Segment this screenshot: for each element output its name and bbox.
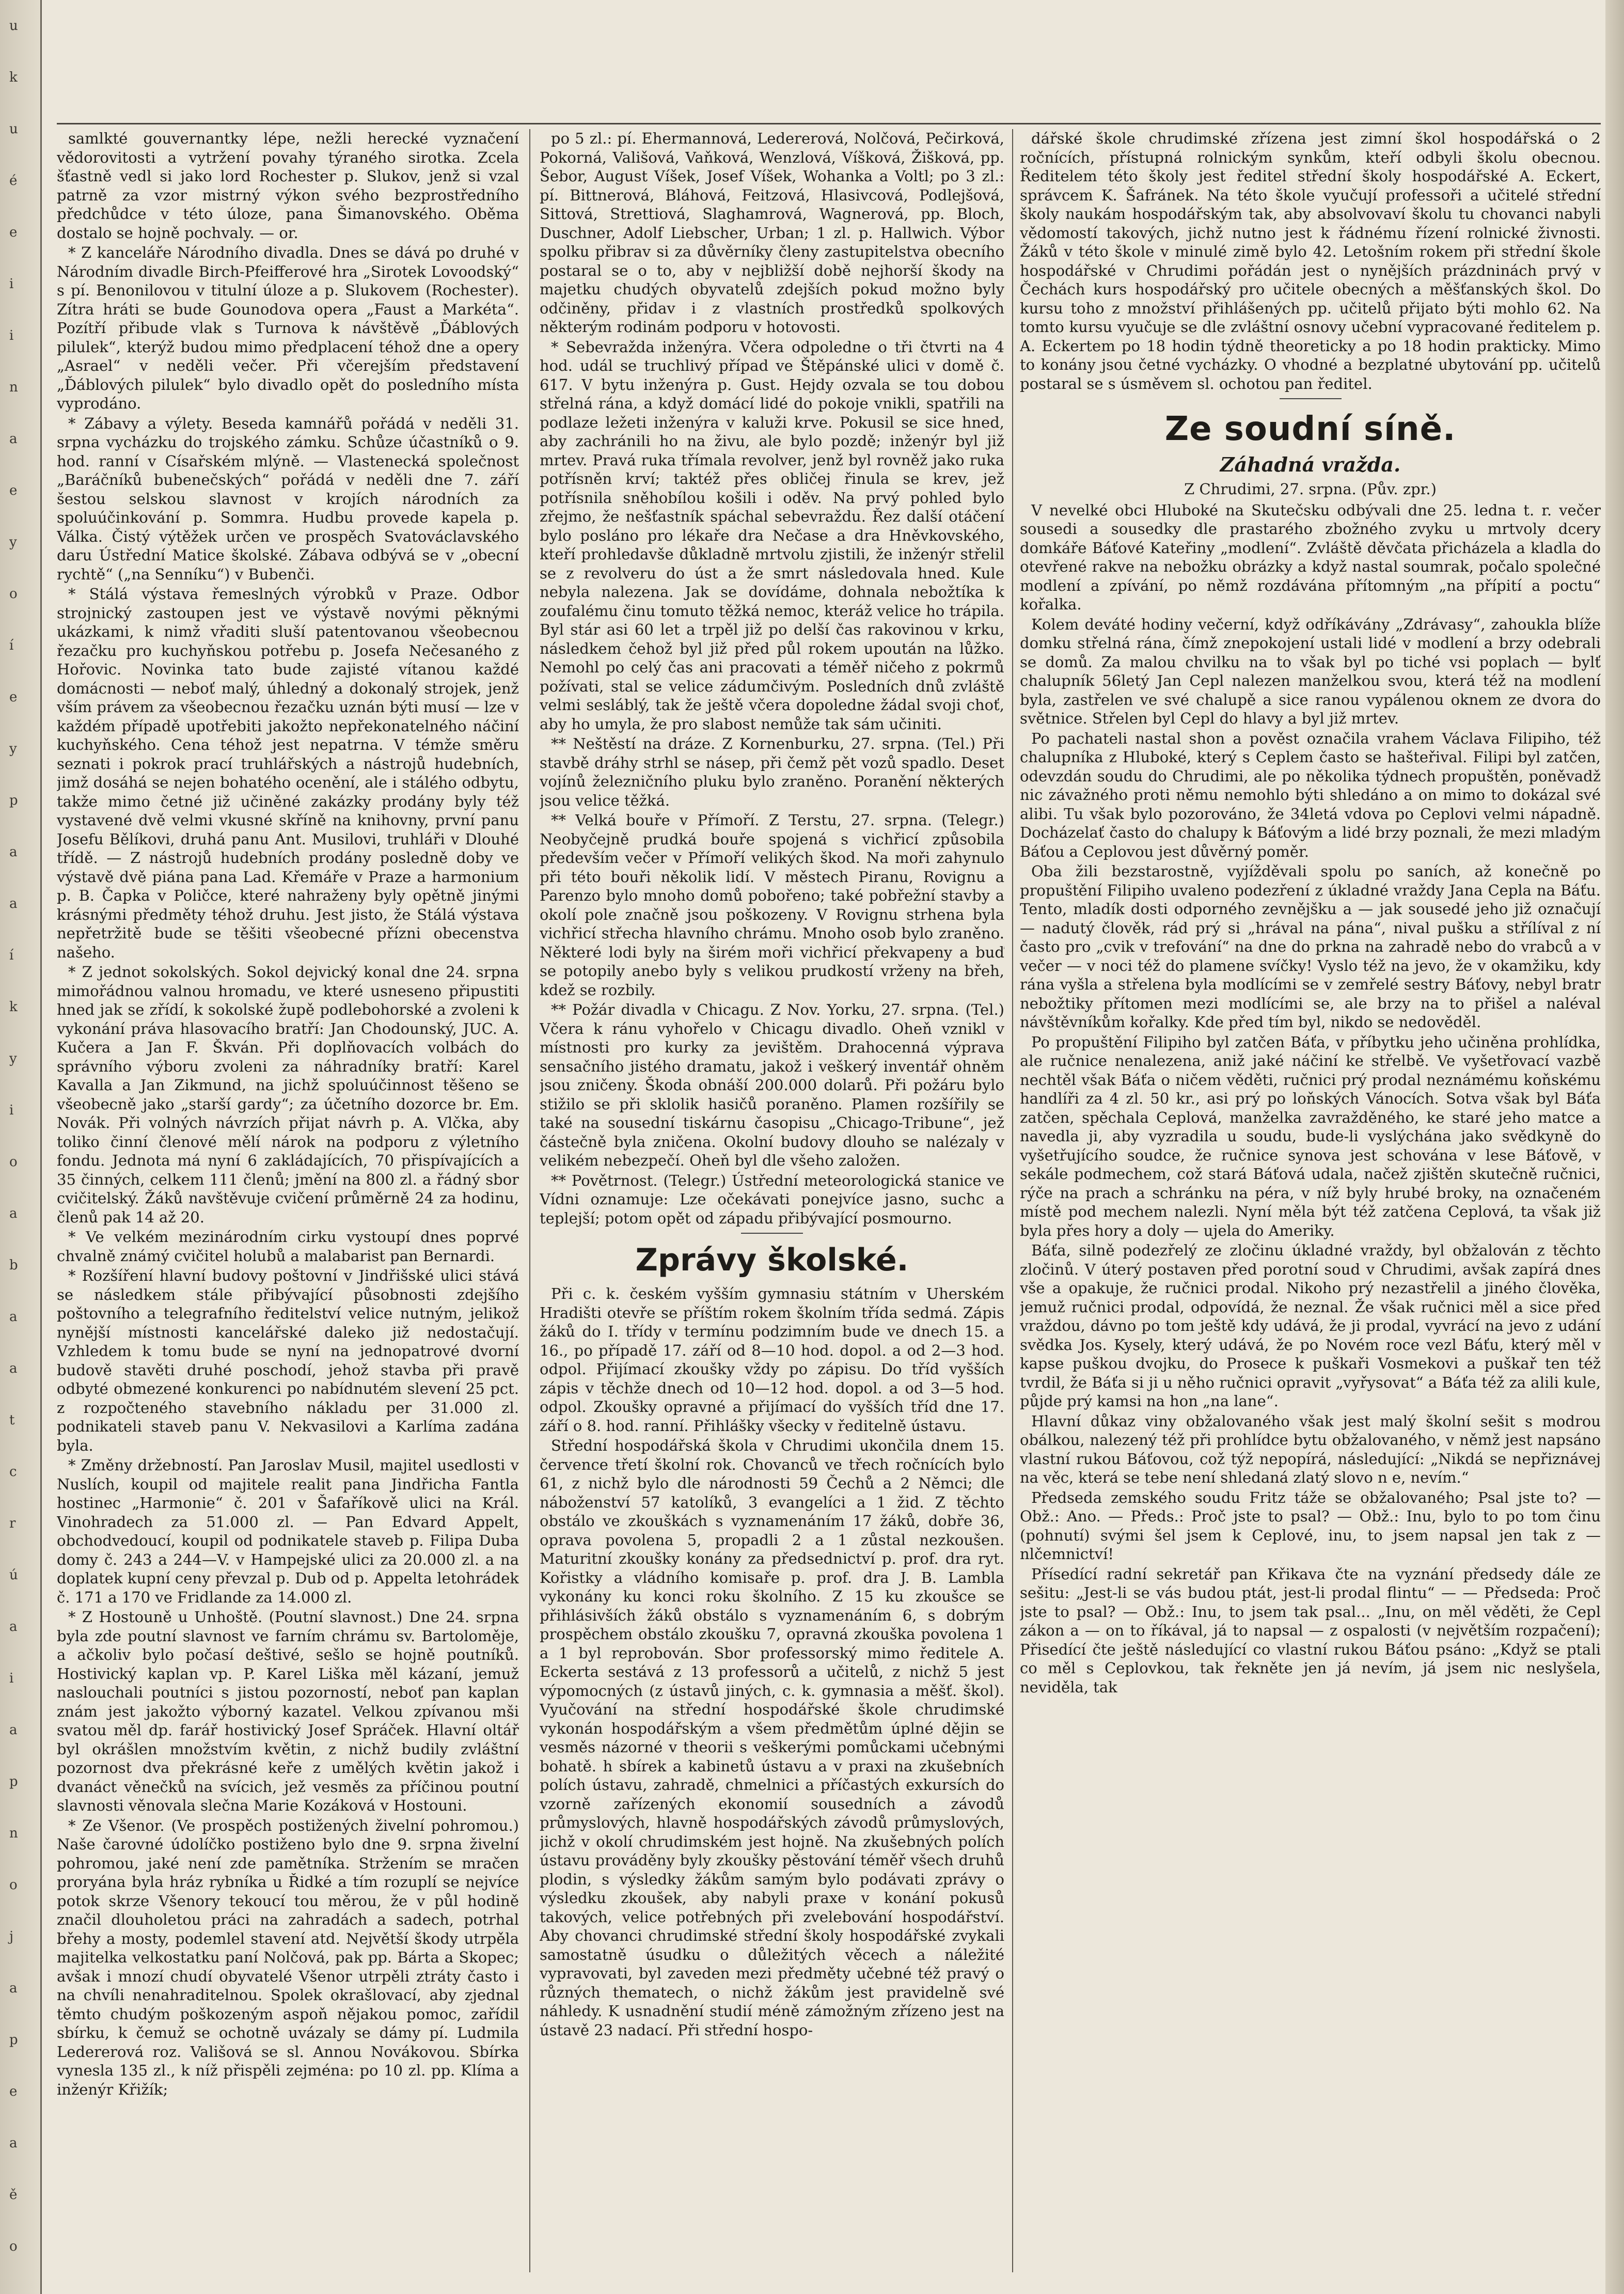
section-divider — [1280, 398, 1342, 399]
article-dateline: Z Chrudimi, 27. srpna. (Pův. zpr.) — [1184, 480, 1437, 498]
margin-letter: e — [9, 2084, 18, 2099]
paragraph: Při c. k. českém vyšším gymnasiu státním v Uherském Hradišti otevře se příštím rokem školním třída sedmá. Zápis žáků do I. třídy v termínu podzimním bude ve dnech 15. a 16., po případě 17. září od 8—10 hod. dopol. a od 2—3 hod. odpol. Přijímací zkoušky vždy po zápisu. Do tříd vyšších zápis v těchže dnech od 10—12 hod. dopol. a od 3—5 hod. odpol. Zkoušky opravné a přijímací do vyšších tříd dne 17. září o 8. hod. ranní. Přihlášky všecky v ředitelně ústavu. — [540, 1285, 1004, 1435]
paragraph: V nevelké obci Hluboké na Skutečsku odbývali dne 25. ledna t. r. večer sousedi a sousedky dle prastarého zbožného zvyku u mrtvoly dcery domkáře Báťové Kateřiny „modlení“. Zvláště děvčata přicházela a kladla do otevřené rakve na nebožku obrázky a když nastal soumrak, počalo společné modlení a zpívání, po němž rozdávána přítomným „na přípití a poctu“ kořalka. — [1020, 501, 1601, 613]
margin-letter: í — [9, 948, 14, 963]
paragraph: Přísedící radní sekretář pan Křikava čte na vyznání předsedy dále ze sešitu: „Jest-li se vás budou ptát, jest-li prodal flintu“ — — Předseda: Proč jste to psal? — Obž.: Inu, to jsem tak psal... „Inu, on měl věděti, že Cepl zákon a — on to říkával, já to napsal — z ospalosti (v největším rozpačení); Přisedící čte ještě následující co vlastní rukou Báťou psáno: „Když se ptali co měl s Ceplovkou, tak řekněte jen já nevím, já jsem nic neslyšela, neviděla, tak — [1020, 1565, 1601, 1696]
margin-letter: p — [9, 793, 18, 808]
margin-letter: r — [9, 1516, 16, 1531]
paragraph: * Z jednot sokolských. Sokol dejvický konal dne 24. srpna mimořádnou valnou hromadu, ve které usneseno připustiti hned jak se zřídí, k sokolské župě podlebohorské a zvoleni k vykonání práva hlasovacího bratří: Jan Chodounský, JUC. A. Kučera a Jan F. Škván. Při doplňovacích volbách do správního výboru zvoleni za náhradníky bratří: Karel Kavalla a Jan Zikmund, na jichž spoluúčinnost těšeno se všeobecně jako „starší gardy“; za účetního dozorce br. Em. Novák. Při volných návrzích přijat návrh p. A. Vlčka, aby toliko činní členové mělí nárok na podporu z výletního fondu. Jednota má nyní 6 zakládajících, 70 přispívajících a 35 činných, celkem 111 členů; jmění na 800 zl. a řádný sbor cvičitelský. Žáků navštěvuje cvičení průměrně 24 za hodinu, členů pak 14 až 20. — [57, 963, 519, 1226]
column-rule — [1012, 129, 1013, 2272]
margin-letter: u — [9, 121, 18, 137]
margin-letter: e — [9, 483, 18, 498]
margin-letter: y — [9, 741, 17, 757]
margin-letter: a — [9, 2135, 18, 2151]
margin-letter: k — [9, 999, 18, 1015]
margin-letter: y — [9, 1051, 17, 1066]
paragraph: * Rozšíření hlavní budovy poštovní v Jindřišské ulici stává se následkem stále přibývající působnosti zdejšího poštovního a telegrafního ředitelství velice nutným, jelikož nynější místnosti kancelářské daleko již nedostačují. Vzhledem k tomu bude se nyní na jednopatrové dvorní budově stavěti druhé poschodí, jehož stavba při pravě odbyté obmezené konkurenci po nabídnutém slevení 25 pct. z rozpočteného stavebního nákladu per 31.000 zl. podnikateli staveb panu V. Nekvasilovi a Karlíma zadána byla. — [57, 1267, 519, 1454]
paragraph: Střední hospodářská škola v Chrudimi ukončila dnem 15. července třetí školní rok. Chovanců ve třech ročnících bylo 61, z nichž bylo dle národnosti 59 Čechů a 2 Němci; dle náboženství 57 katolíků, 3 evangelíci a 1 žid. Z těchto obstálo ve zkouškách s vyznamenáním 17 žáků, dobře 36, oprava povolena 5, propadli 2 a 1 zůstal nezkoušen. Maturitní zkoušky konány za předsednictví p. prof. dra ryt. Kořistky a vládního komisaře p. prof. dra J. B. Lambla vykonány ku konci roku školního. Z 15 ku zkoušce se přihlásivších žáků obstálo s vyznamenáním 6, s dobrým prospěchem obstálo zkoušku 7, opravná zkouška povolena 1 a 1 byl reprobován. Sbor professorský mimo ředitele A. Eckerta sestává z 13 professorů a učitelů, z nichž 5 jest výpomocných (z ústavů jiných, c. k. gymnasia a měšť. škol). Vyučování na střední hospodářské škole chrudimské vykonán hospodářským a všem předmětům úplné dějin se vesměs názorné v theorii s veškerými pomůckami učebnými bohatě. h sbírek a kabinetů ústavu a v praxi na zkušebních polích ústavu, zahradě, chmelnici a příčastých exkursích do vzorně zařízených ekonomií sousedních a závodů průmyslových, hlavně hospodářských závodů průmyslových, jichž v okolí chrudimském jest hojně. Na zkušebných polích ústavu prováděny byly zkoušky pěstování téměř všech druhů plodin, s výsledky žákům samým bylo podávati zprávy o výsledku zkoušek, aby nabyli praxe v konání pokusů takových, velice potřebných při zvelebování hospodářství. Aby chovanci chrudimské střední školy hospodářské zvykali samostatně úsudku o důležitých věcech a náležité vypravovati, byl zaveden mezi předměty učebné též pravý o různých thematech, o nichž žákům jest pravidelně své náhledy. K usnadnění studií méně zámožným zřízeno jest na ústavě 23 nadací. Při střední hospo- — [540, 1437, 1004, 2039]
paragraph: po 5 zl.: pí. Ehermannová, Ledererová, Nolčová, Pečirková, Pokorná, Vališová, Vaňková, Wenzlová, Víšková, Žišková, pp. Šebor, August Víšek, Josef Víšek, Wohanka a Voltl; po 3 zl.: pí. Bittnerová, Bláhová, Feitzová, Hlasivcová, Podlejšová, Sittová, Strettiová, Slaghamrová, Wagnerová, pp. Bloch, Duschner, Adolf Liebscher, Urban; 1 zl. p. Hallwich. Výbor spolku přibrav si za důvěrníky členy zastupitelstva obecního postaral se o to, aby v nejbližší době nejhorší škody na majetku chudých obyvatelů zdejších pokud možno byly odčiněny, přidav i z vlastních prostředků spolkových některým rodinám podporu v hotovosti. — [540, 130, 1004, 336]
paragraph: Báťa, silně podezřelý ze zločinu úkladné vraždy, byl obžalován z těchto zločinů. V úterý postaven před porotní soud v Chrudimi, avšak zapírá dnes vše a opakuje, že ručnici prodal. Nikoho prý nezastřelil a jiného člověka, jemuž ručnici prodal, odpovídá, že neznal. Že však ručnici měl a sice před vraždou, dávno po tom ještě kdy udává, že ji prodal, vyvrácí na jevo z udání svědka Jos. Kysely, který udává, že po Novém roce vezl Báťu, který měl v kapse puškou dvojku, do Prosece k puškaři Vosmekovi a puškař ten též tvrdil, že Báťa si ji u něho ručnici opravit „vyřysovat“ a Báťa též za alili kule, půjde prý kamsi na hon „na lane“. — [1020, 1242, 1601, 1410]
margin-letter: a — [9, 896, 18, 912]
margin-letter: e — [9, 689, 18, 705]
margin-letter: í — [9, 638, 14, 653]
paragraph: ** Neštěstí na dráze. Z Kornenburku, 27. srpna. (Tel.) Při stavbě dráhy strhl se násep, při čemž pět vozů spadlo. Deset vojínů železničního pluku bylo zraněno. Poranění některých jsou velice těžká. — [540, 735, 1004, 809]
paragraph: * Z Hostouně u Unhoště. (Poutní slavnost.) Dne 24. srpna byla zde poutní slavnost ve farním chrámu sv. Bartoloměje, a ačkoliv bylo počasí deštivé, sešlo se hojně poutníků. Hostivický kaplan vp. P. Karel Liška měl kázaní, jemuž naslouchali poutníci s jistou pozorností, neboť pan kaplan znám jest jakožto výborný kazatel. Velkou zpívanou mši svatou měl dp. farář hostivický Josef Spráček. Hlavní oltář byl okrášlen množstvím květin, z nichž budily zvláštní pozornost dva překrásné keře z umělých květin jakož i dvanáct věnečků na svícich, jež vesměs za příčinou poutní slavnosti věnovala slečna Marie Kozáková v Hostouni. — [57, 1608, 519, 1814]
margin-letter: u — [9, 18, 18, 34]
margin-letter: a — [9, 431, 18, 447]
paragraph: * Ze Všenor. (Ve prospěch postižených živelní pohromou.) Naše čarovné údolíčko postiženo bylo dne 9. srpna živelní pohromou, jaké není zde pamětníka. Stržením se mračen proryána byla hráz rybníka u Řidké a tím rozuplí se nejvíce potok skrze Všenory tekoucí tou měrou, že v půl hodině značil dlouholetou práci na zahradách a sadech, potrhal břehy a mosty, podemlel stavení atd. Největší škody utrpěla majitelka velkostatku paní Nolčová, pak pp. Bárta a Skopec; avšak i mnozí chudí obyvatelé Všenor utrpěli ztráty často i na chvíli nenahraditelnou. Spolek okrašlovací, aby zjednal těmto chudým poškozeným aspoň nějakou pomoc, zařídil sbírku, k čemuž se ochotně uvázaly se dámy pí. Ludmila Ledererová roz. Vališová se sl. Annou Novákovou. Sbírka vynesla 135 zl., k níž přispěli zejména: po 10 zl. pp. Klíma a inženýr Křižík; — [57, 1816, 519, 2098]
paragraph: Kolem deváté hodiny večerní, když odříkávány „Zdrávasy“, zahoukla blíže domku střelná rána, čímž znepokojení ustali lidé v modlení a brzy odebrali se domů. Za malou chvilku na to však byl po tiché vsi poplach — bylť chalupník 56letý Jan Cepl nalezen manželkou svou, která též na modlení byla, zastřelen ve své chalupě a sice ranou vypálenou oknem ze dvora do světnice. Střelen byl Cepl do hlavy a byl již mrtev. — [1020, 615, 1601, 727]
paragraph: ** Povětrnost. (Telegr.) Ústřední meteorologická stanice ve Vídni oznamuje: Lze očekávati ponejvíce jasno, suchc a teplejší; potom opět od západu přibývající posmourno. — [540, 1171, 1004, 1227]
margin-letter: e — [9, 225, 18, 240]
column-3 — [1020, 129, 1601, 2272]
paragraph: * Ve velkém mezinárodním cirku vystoupí dnes poprvé chvalně známý cvičitel holubů a malabarist pan Bernardi. — [57, 1228, 519, 1265]
margin-letter: k — [9, 70, 18, 85]
margin-letter: o — [9, 1877, 18, 1893]
margin-letter: n — [9, 380, 18, 395]
top-rule — [57, 123, 1601, 124]
margin-letter: a — [9, 1361, 18, 1376]
paragraph: ** Požár divadla v Chicagu. Z Nov. Yorku, 27. srpna. (Tel.) Včera k ránu vyhořelo v Chicagu divadlo. Oheň vznikl v místnosti pro kurky za jevištěm. Drahocenná výprava sensačního jistého dramatu, jakož i veškerý inventář ohněm jsou zničeny. Škoda obnáší 200.000 dolarů. Při požáru bylo stižilo se při sklolik hasičů poraněno. Plamen rozšířily se také na sousední tiskárnu časopisu „Chicago-Tribune“, jež částečně byla zničena. Okolní budovy dlouho se nalézaly v velikém nebezpečí. Oheň byl dle všeho založen. — [540, 1001, 1004, 1169]
margin-letter: ě — [9, 2187, 18, 2203]
margin-letter: y — [9, 535, 17, 550]
margin-letter: i — [9, 1103, 14, 1118]
paragraph: dářské škole chrudimské zřízena jest zimní škol hospodářská o 2 ročnících, přístupná rolnickým synkům, kteří odbyli školu obecnou. Ředitelem této školy jest ředitel střední školy hospodářské A. Eckert, správcem K. Šafránek. Na této škole vyučují professoři a učitelé střední školy naukám hospodářským tak, aby absolvovaví školu tu chovanci nabyli vědomostí takových, jichž nutno jest k řádnému řízení rolnické živnosti. Žáků v této škole v minulé zimě bylo 42. Letošním rokem při střední škole hospodářské v Chrudimi pořádán jest o nynějších prázdninách prvý v Čechách kurs hospodářský pro učitele obecných a měšťanských škol. Do kursu toho z množství přihlášených pp. učitelů přijato býti mohlo 62. Na tomto kursu vyučuje se dle zvláštní osnovy učební vypracované ředitelem p. A. Eckertem po 18 hodin týdně theoreticky a po 18 hodin prakticky. Mimo to konány jsou četné vycházky. O vhodné a bezplatné ubytování pp. učitelů postaral se s úsměvem sl. ochotou pan ředitel. — [1020, 130, 1601, 392]
margin-letter: a — [9, 1309, 18, 1325]
margin-letter: b — [9, 1258, 18, 1273]
margin-letter: i — [9, 328, 14, 343]
right-page-edge — [1605, 0, 1624, 2294]
paragraph: ** Velká bouře v Přímoří. Z Terstu, 27. srpna. (Telegr.) Neobyčejně prudká bouře spojená s vichřicí způsobila především večer v Přímoří velikých škod. Na moři zahynulo při této bouři několik lidí. V městech Piranu, Rovignu a Parenzo bylo mnoho domů pobořeno; také pobřežní stavby a okolí pole značně jsou poškozeny. V Rovignu strhena byla vichřicí střecha hlavního chrámu. Mnoho osob bylo zraněno. Některé lodi byly na širém moři vichřicí překvapeny a buď se potopily anebo byly s velikou prudkostí vrženy na břeh, kdež se rozbily. — [540, 811, 1004, 999]
paragraph: * Změny držebností. Pan Jaroslav Musil, majitel usedlosti v Nuslích, koupil od majitele realit pana Jindřicha Fantla hostinec „Harmonie“ č. 201 v Šafaříkově ulici na Král. Vinohradech za 51.000 zl. — Pan Edvard Appelt, obchodvedoucí, koupil od podnikatele staveb p. Filipa Duba domy č. 243 a 244—V. v Hampejské ulici za 20.000 zl. a na doplatek kupní ceny převzal p. Dub od p. Appelta letohrádek č. 171 a 170 ve Fridlande za 14.000 zl. — [57, 1456, 519, 1606]
paragraph: * Z kanceláře Národního divadla. Dnes se dává po druhé v Národním divadle Birch-Pfeifferové hra „Sirotek Lovoodský“ s pí. Benonilovou v titulní úloze a p. Slukovem (Rochester). Zítra hráti se bude Gounodova opera „Faust a Markéta“. Pozítří přibude vlak s Turnova k návštěvě „Ďáblových pilulek“, kterýž budou mimo předplacení téhož dne a opery „Asrael“ v neděli večer. Při včerejším představení „Ďáblových pilulek“ bylo divadlo opět do posledního místa vyprodáno. — [57, 244, 519, 412]
margin-letter: é — [9, 173, 18, 188]
margin-letter: o — [9, 2239, 18, 2254]
margin-letter: p — [9, 1774, 18, 1789]
article-subheading: Záhadná vražda. — [1220, 453, 1401, 476]
column-1 — [57, 129, 519, 2272]
margin-letter: i — [9, 1671, 14, 1686]
section-heading-school-news: Zprávy školské. — [635, 1242, 909, 1278]
section-divider — [741, 1233, 803, 1234]
left-margin-strip — [0, 0, 42, 2294]
paragraph: * Stálá výstava řemeslných výrobků v Praze. Odbor strojnický zastoupen jest ve výstavě novými pěknými ukázkami, k nimž vřaditi sluší patentovanou všeobecnou řezačku pro kuchyňskou potřebu p. Josefa Nečesaného z Hořovic. Novinka tato bude zajisté vítanou každé domácnosti — neboť malý, úhledný a dokonalý strojek, jenž vším právem za všeobecnou řezačku uznán býti musí — lze v každém případě upotřebiti jakožto nepřekonatelného náčiní kuchyňského. Cena téhož jest nepatrna. V témže směru seznati i pokrok prací truhlářských a nástrojů hudebních, jimž dosáhá se nejen bohatého ocenění, ale i stálého odbytu, takže mimo četné již učiněné zakázky prodány byly též vystavené dvě velmi vkusné skříně na knihovny, první panu Josefu Bělíkovi, druhá panu Ant. Musilovi, truhláři v Dlouhé třídě. — Z nástrojů hudebních prodány posledně doby ve výstavě dvě piána pana Lad. Křemáře v Praze a harmonium p. B. Čapka v Poličce, které nahraženy byly opětně jinými krásnými předměty téhož druhu. Jest jisto, že Stálá výstava nepřetržitě bude se těšiti všeobecné přízni obecenstva našeho. — [57, 585, 519, 961]
margin-letter: i — [9, 276, 14, 292]
paragraph: Hlavní důkaz viny obžalovaného však jest malý školní sešit s modrou obálkou, nalezený též při prohlídce bytu obžalovaného, v němž jest napsáno vlastní rukou Báťovou, což týž nepopírá, následující: „Nikdá se nepřiznávej na věc, která se tebe není shledaná zlatý slovo n e, nevím.“ — [1020, 1412, 1601, 1486]
paragraph: Po propuštění Filipiho byl zatčen Báťa, v příbytku jeho učiněna prohlídka, ale ručnice nenalezena, aniž jaké náčiní ke střelbě. Ve vyšetřovací vazbě nechtěl však Báťa o ničem věděti, ručnici prý prodal neznámému koňskému handlíři za 4 zl. 50 kr., asi prý po loňských Vánocích. Sotva však byl Báťa zatčen, spěchala Ceplová, manželka zavražděného, ke staré jeho matce a navedla ji, aby vyzradila u soudu, bude-li vyslýchána jako svědkyně do vyšetřujícího soudce, že ručnice synova jest schována v lese Báťově, v sekále podmechem, což stará Báťová udala, načež zjištěn skutečně ručnici, rýče na prach a schránku na péra, v níž byly hrubé broky, na označeném místě pod mechem nalezli. Nyní měla být též zatčena Ceplová, ta však již byla přes hory a doly — ujela do Ameriky. — [1020, 1033, 1601, 1239]
column-rule — [529, 129, 530, 2272]
margin-letter: o — [9, 1154, 18, 1170]
margin-letter: o — [9, 586, 18, 602]
margin-letter: a — [9, 1981, 18, 1996]
paragraph: Oba žili bezstarostně, vyjížděvali spolu po saních, až konečně po propuštění Filipiho uvaleno podezření z úkladné vraždy Jana Cepla na Báťu. Tento, mladík dosti odporného zevnějšku a — jak sousedé jeho již označují — nadutý člověk, rád prý si „hrával na pána“, nival pušku a střílíval z ní často pro „cvik v trefování“ na dne do prkna na zahradě nebo do vrabců a v večer — v noci též do plamene svíčky! Vyslo též na jevo, že v okamžiku, kdy rána vyšla a střelena byla modlícími se v zemřelé sestry Báťovy, nebyl bratr nebožtiky přítomen mezi modlícími se, ale brzy na to přišel a naléval návštěvníkům kořalky. Kde před tím byl, nikdo se nedověděl. — [1020, 862, 1601, 1031]
section-heading-court: Ze soudní síně. — [1164, 410, 1456, 448]
margin-letter: c — [9, 1464, 17, 1480]
margin-letter: j — [9, 1929, 14, 1944]
column-2 — [540, 129, 1004, 2272]
margin-letter: a — [9, 844, 18, 860]
margin-letter: a — [9, 1619, 18, 1635]
margin-letter: ú — [9, 1567, 18, 1583]
paragraph: samlkté gouvernantky lépe, nežli herecké vyznačení vědorovitosti a vytržení povahy týraného sirotka. Zcela šťastně vedl si jako lord Rochester p. Slukov, jenž si vzal patrně za vzor mistrný výkon svého bezprostředního předchůdce v této úloze, pana Šimanovského. Oběma dostalo se hojně pochvaly. — or. — [57, 130, 519, 242]
margin-letter: t — [9, 1412, 15, 1428]
paragraph: Po pachateli nastal shon a pověst označila vrahem Václava Filipiho, též chalupníka z Hluboké, který s Ceplem často se hašteřival. Filipi byl zatčen, odevzdán soudu do Chrudimi, ale po několika týdnech propuštěn, poněvadž nic závažného proti němu nemohlo býti shledáno a on mimo to dokázal své alibi. Tu však bylo pozorováno, že 34letá vdova po Ceplovi velmi nápadně. Docházelať často do chalupy k Báťovým a lidé brzy poznali, že mezi mladým Báťou a Ceplovou jest důvěrný poměr. — [1020, 729, 1601, 860]
paragraph: * Sebevražda inženýra. Včera odpoledne o tři čtvrti na 4 hod. udál se truchlivý případ ve Štěpánské ulici v domě č. 617. V bytu inženýra p. Gust. Hejdy ozvala se tou dobou střelná rána, a když domácí lidé do pokoje vnikli, spatřili na podlaze ležeti inženýra v kaluži krve. Pokusil se sice hned, aby zachránili ho na živu, ale bylo pozdě; inženýr byl již mrtev. Pravá ruka třímala revolver, jenž byl rovněž jako ruka potřísněn krví; taktéž přes obličej řinula se krev, jež potřísnila sněhobílou košili i oděv. Na prvý pohled bylo zřejmo, že nešťastník spáchal sebevraždu. Řez další otáčení bylo posláno pro lékaře dra Nečase a dra Hněvkovského, kteří prohledavše důkladně mrtvolu zjistili, že inženýr střelil se z revolveru do úst a že smrt následovala hned. Kule nebyla nalezena. Jak se dovídáme, dohnala nebožtíka k zoufalému činu tomuto těžká nemoc, kteráž velice ho trápila. Byl stár asi 60 let a trpěl již po delší čas rakovinou v krku, následkem čehož byl již před půl rokem upoután na lůžko. Nemohl po celý čas ani pracovati a téměř ničeho z pokrmů požívati, stal se velice zádumčivým. Posledních dnů zvláště velmi sesláblý, tak že ještě včera dopoledne žádal svoji choť, aby ho umyla, že pro slabost nemůže tak sám učiniti. — [540, 338, 1004, 733]
paragraph: * Zábavy a výlety. Beseda kamnářů pořádá v neděli 31. srpna vycházku do trojského zámku. Schůze účastníků o 9. hod. ranní v Císařském mlýně. — Vlastenecká společnost „Baráčníků bubenečských“ pořádá v neděli dne 7. září šestou selskou slavnost v krojích národních za spoluúčinkování p. Sommra. Hudbu provede kapela p. Válka. Čistý výtěžek určen ve prospěch Svatováclavského daru Ústřední Matice školské. Zábava odbývá se v „obecní rychtě“ („na Senníku“) v Bubenči. — [57, 414, 519, 583]
margin-letter: p — [9, 2032, 18, 2048]
margin-letter: n — [9, 1826, 18, 1841]
margin-letter: a — [9, 1206, 18, 1221]
paragraph: Předseda zemského soudu Fritz táže se obžalovaného; Psal jste to? — Obž.: Ano. — Předs.: Proč jste to psal? — Obž.: Inu, bylo to po tom činu (pohnutí) svými šel jsem k Ceplové, inu, to jsem napsal jen tak z — nlčemnictví! — [1020, 1488, 1601, 1563]
margin-letter: a — [9, 1722, 18, 1738]
